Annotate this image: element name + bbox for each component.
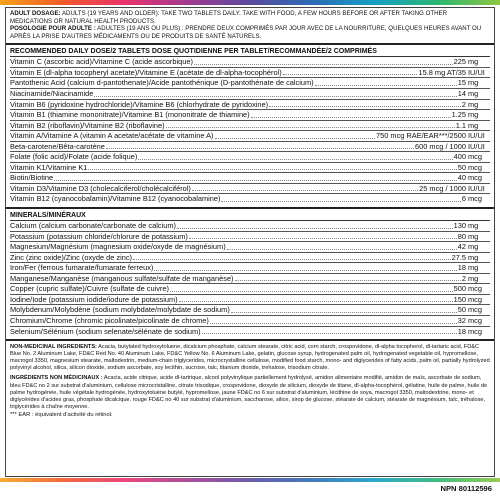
vitamins-row: [10, 141, 490, 152]
minerals-row: [10, 252, 490, 263]
dot-leader: [170, 290, 453, 292]
vitamins-unit: mg: [468, 57, 479, 67]
minerals-amount: 150: [453, 294, 466, 304]
vitamins-label: Vitamin A/Vitamine A (vitamin A acetate/acétate de vitamine A): [10, 131, 214, 141]
vitamins-label: Folate (folic acid)/Folate (acide folique): [10, 152, 138, 162]
minerals-amount: 18: [457, 326, 466, 336]
dosage-fr-label: POSOLOGIE POUR ADULTE :: [10, 25, 96, 33]
vitamins-row: [10, 120, 490, 131]
vitamins-unit: IU/UI: [468, 67, 485, 77]
minerals-unit: mg: [468, 252, 479, 262]
dot-leader: [192, 189, 418, 191]
minerals-row: [10, 283, 490, 294]
vitamins-label: Niacinamide/Niacinamide: [10, 89, 94, 99]
dot-leader: [251, 116, 451, 118]
vitamins-row: [10, 67, 490, 78]
vitamins-amount: 1.25: [451, 110, 466, 120]
vitamins-unit: IU/UI: [468, 131, 485, 141]
non-medicinal-fr: [10, 375, 490, 410]
minerals-row: [10, 273, 490, 284]
vitamins-row: [10, 109, 490, 120]
vitamins-table: [10, 56, 490, 204]
minerals-row: [10, 231, 490, 242]
minerals-amount: 32: [457, 315, 466, 325]
vitamins-label: Vitamin B12 (cyanocobalamin)/Vitamine B12 (cyanocobalamine): [10, 194, 221, 204]
vitamins-amount: 1.1: [455, 120, 466, 130]
minerals-row: [10, 304, 490, 315]
dot-leader: [166, 126, 455, 128]
non-medicinal-fr-text: Acacia, acide citrique, acide dl-tartrique, alcool polyvinylique partiellement hydrolysé, amidon alimentaire modifié, amidon de maïs, ascorbate de sodium, bleu FD&C no 2 sur substrat d'aluminium, cellulose microcristalline, citrate trisodique, crospovidone, dioxyde de silicium, dioxyde de titane, dl-alpha-tocophérol, gélatine, huile de palme, huile de palme hydrogénée, huile végétale hydrogénée, hydroxytoluène butylé, hypromellose, jaune FD&C no 6 sur substrat d'aluminium, lécithine de soya, macrogol 3350, maltodextrine, mono- et diglycérides d'acides gras, phosphate dicalcique, rouge FD&C no 40 sur substrat d'aluminium, saccharose, silice, sirop de glucose, stéarate de calcium, stéarate de magnésium, talc, tréhalose, triglycérides à chaîne moyenne.: [10, 375, 488, 410]
vitamins-row: [10, 99, 490, 110]
minerals-unit: mg: [468, 273, 479, 283]
vitamins-label: Biotin/Biotine: [10, 173, 54, 183]
minerals-row: [10, 294, 490, 305]
vitamins-amount: 400: [453, 152, 466, 162]
minerals-amount: 130: [453, 221, 466, 231]
vitamins-amount: 600 mcg / 1000: [415, 141, 466, 151]
vitamins-unit: mg: [468, 89, 479, 99]
vitamins-label: Vitamin K1/Vitamine K1: [10, 162, 88, 172]
vitamins-amount: 15: [457, 78, 466, 88]
vitamins-unit: mg: [468, 78, 479, 88]
vitamins-label: Pantothenic Acid (calcium d-pantothenate)/Acide pantothénique (D-pantothénate de calcium): [10, 78, 314, 88]
adult-dosage-block: [10, 10, 490, 40]
vitamins-row: [10, 57, 490, 67]
dot-leader: [231, 311, 457, 313]
section-divider: [6, 207, 494, 209]
minerals-row: [10, 262, 490, 273]
vitamins-unit: IU/UI: [468, 141, 485, 151]
dot-leader: [202, 332, 457, 334]
minerals-label: Iron/Fer (ferrous fumarate/fumarate ferreux): [10, 263, 154, 273]
non-medicinal-en-text: Acacia, butylated hydroxytoluene, dicalcium phosphate, calcium stearate, citric acid, corn starch, crospovidone, dl-alpha tocopherol, dl-tartaric acid, FD&C Blue No. 2 Aluminum Lake, FD&C Red No. 40 Aluminum Lake, FD&C Yellow No. 6 Aluminum Lake, gelatin, glucose syrup, hydrogenated palm oil, hydrogenated vegetable oil, hypromellose, macrogol 3350, magnesium stearate, maltodextrin, medium-chain triglycerides, microcrystalline cellulose, modified food starch, mono- and diglycerides of fatty acids, palm oil, partially hydrolyzed polyvinyl alcohol, silica, silicon dioxide, sodium ascorbate, soy lecithin, sucrose, talc, titanium dioxide, trehalose, trisodium citrate.: [10, 344, 490, 372]
vitamins-unit: mcg: [468, 173, 482, 183]
minerals-row: [10, 315, 490, 326]
vitamins-amount: 6: [461, 194, 466, 204]
minerals-amount: 18: [457, 263, 466, 273]
vitamins-row: [10, 77, 490, 88]
dot-leader: [315, 84, 457, 86]
minerals-label: Magnesium/Magnésium (magnesium oxide/oxyde de magnésium): [10, 242, 226, 252]
vitamins-unit: mcg: [468, 194, 482, 204]
vitamins-unit: mcg: [468, 152, 482, 162]
vitamins-unit: mg: [468, 99, 479, 109]
dot-leader: [189, 237, 457, 239]
minerals-unit: mg: [468, 231, 479, 241]
minerals-label: Manganese/Manganèse (manganous sulfate/sulfate de manganèse): [10, 273, 234, 283]
non-medicinal-en: [10, 344, 490, 372]
vitamins-heading: RECOMMENDED DAILY DOSE/2 TABLETS DOSE QUOTIDIENNE PER TABLET/RECOMMANDÉE/2 COMPRIMÉS: [10, 48, 377, 56]
dot-leader: [221, 200, 460, 202]
dot-leader: [177, 227, 453, 229]
vitamins-label: Vitamin B2 (riboflavin)/Vitamine B2 (riboflavine): [10, 120, 165, 130]
section-divider: [6, 43, 494, 45]
vitamins-amount: 25 mcg / 1000: [419, 183, 466, 193]
supplement-facts-panel: [5, 7, 495, 477]
dot-leader: [106, 147, 414, 149]
minerals-label: Chromium/Chrome (chromic picolinate/picolinate de chrome): [10, 315, 209, 325]
dot-leader: [283, 73, 418, 75]
vitamins-amount: 40: [457, 173, 466, 183]
vitamins-label: Vitamin E (dl-alpha tocopheryl acetate)/Vitamine E (acétate de dl-alpha-tocophérol): [10, 67, 282, 77]
minerals-amount: 500: [453, 284, 466, 294]
minerals-amount: 42: [457, 242, 466, 252]
vitamins-row: [10, 130, 490, 141]
vitamins-label: Vitamin C (ascorbic acid)/Vitamine C (acide ascorbique): [10, 57, 193, 67]
minerals-amount: 27.5: [451, 252, 466, 262]
minerals-amount: 2: [461, 273, 466, 283]
minerals-unit: mcg: [468, 294, 482, 304]
minerals-amount: 50: [457, 305, 466, 315]
vitamins-row: [10, 88, 490, 99]
vitamins-unit: mg: [468, 110, 479, 120]
minerals-label: Potassium (potassium chloride/chlorure de potassium): [10, 231, 188, 241]
vitamins-label: Vitamin B6 (pyridoxine hydrochloride)/Vitamine B6 (chlorhydrate de pyridoxine): [10, 99, 269, 109]
vitamins-amount: 14: [457, 89, 466, 99]
minerals-unit: mg: [468, 221, 479, 231]
dot-leader: [94, 95, 456, 97]
vitamins-label: Vitamin D3/Vitamine D3 (cholecalciferol/cholécalciférol): [10, 183, 191, 193]
dosage-fr-text: ADULTES (19 ANS OU PLUS) : PRENDRE DEUX COMPRIMÉS PAR JOUR AVEC DE LA NOURRITURE, QUELQUES HEURES AVANT OU APRÈS LA PRISE D'AUTRES MÉDICAMENTS OU DE PRODUITS DE SANTÉ NATURELS.: [10, 25, 482, 40]
minerals-row: [10, 326, 490, 337]
minerals-label: Zinc (zinc oxide)/Zinc (oxyde de zinc): [10, 252, 132, 262]
non-medicinal-fr-label: INGRÉDIENTS NON MÉDICINAUX :: [10, 375, 103, 382]
top-color-band: [0, 0, 500, 5]
minerals-unit: mcg: [468, 326, 482, 336]
vitamins-amount: 750 mcg RAE/EAR***/2500: [376, 131, 466, 141]
minerals-unit: mcg: [468, 305, 482, 315]
minerals-label: Copper (cupric sulfate)/Cuivre (sulfate de cuivre): [10, 284, 169, 294]
dot-leader: [138, 158, 452, 160]
bottom-color-band: [0, 478, 500, 482]
vitamins-label: Beta-carotene/Bêta-carotène: [10, 141, 105, 151]
non-medicinal-en-label: NON-MEDICINAL INGREDIENTS:: [10, 344, 97, 351]
minerals-unit: mcg: [468, 284, 482, 294]
rae-footnote: *** EAR : équivalent d'activité du rétinol.: [10, 411, 113, 418]
dot-leader: [179, 300, 453, 302]
minerals-label: Calcium (calcium carbonate/carbonate de calcium): [10, 221, 176, 231]
minerals-label: Selenium/Sélénium (sodium selenate/sélénate de sodium): [10, 326, 201, 336]
vitamins-row: [10, 172, 490, 183]
vitamins-amount: 225: [453, 57, 466, 67]
vitamins-row: [10, 151, 490, 162]
vitamins-row: [10, 193, 490, 204]
dot-leader: [235, 279, 461, 281]
minerals-label: Molybdenum/Molybdène (sodium molybdate/molybdate de sodium): [10, 305, 230, 315]
minerals-unit: mg: [468, 263, 479, 273]
vitamins-amount: 2: [461, 99, 466, 109]
vitamins-unit: mg: [468, 120, 479, 130]
dot-leader: [88, 168, 456, 170]
dot-leader: [133, 258, 451, 260]
minerals-table: [10, 220, 490, 336]
dot-leader: [215, 137, 376, 139]
dot-leader: [210, 322, 457, 324]
vitamins-row: [10, 183, 490, 194]
vitamins-amount: 15.8 mg AT/35: [418, 67, 466, 77]
dot-leader: [269, 105, 461, 107]
minerals-row: [10, 241, 490, 252]
vitamins-unit: IU/UI: [468, 183, 485, 193]
minerals-heading: MINERALS/MINÉRAUX: [10, 212, 86, 220]
npn-number: NPN 80112596: [440, 484, 492, 493]
dot-leader: [194, 63, 453, 65]
dot-leader: [54, 179, 457, 181]
dot-leader: [227, 248, 457, 250]
minerals-unit: mcg: [468, 315, 482, 325]
vitamins-unit: mcg: [468, 162, 482, 172]
section-divider: [6, 339, 494, 341]
vitamins-label: Vitamin B1 (thiamine mononitrate)/Vitamine B1 (mononitrate de thiamine): [10, 110, 250, 120]
dot-leader: [154, 269, 456, 271]
minerals-unit: mg: [468, 242, 479, 252]
vitamins-amount: 50: [457, 162, 466, 172]
minerals-label: Iodine/Iode (potassium iodide/iodure de potassium): [10, 294, 178, 304]
vitamins-row: [10, 162, 490, 173]
minerals-amount: 80: [457, 231, 466, 241]
minerals-row: [10, 221, 490, 231]
dosage-en-text: ADULTS (19 YEARS AND OLDER): TAKE TWO TABLETS DAILY. TAKE WITH FOOD, A FEW HOURS BEFORE OR AFTER TAKING OTHER MEDICATIONS OR NATURAL HEALTH PRODUCTS.: [10, 10, 447, 25]
dosage-en-label: ADULT DOSAGE:: [10, 10, 61, 17]
